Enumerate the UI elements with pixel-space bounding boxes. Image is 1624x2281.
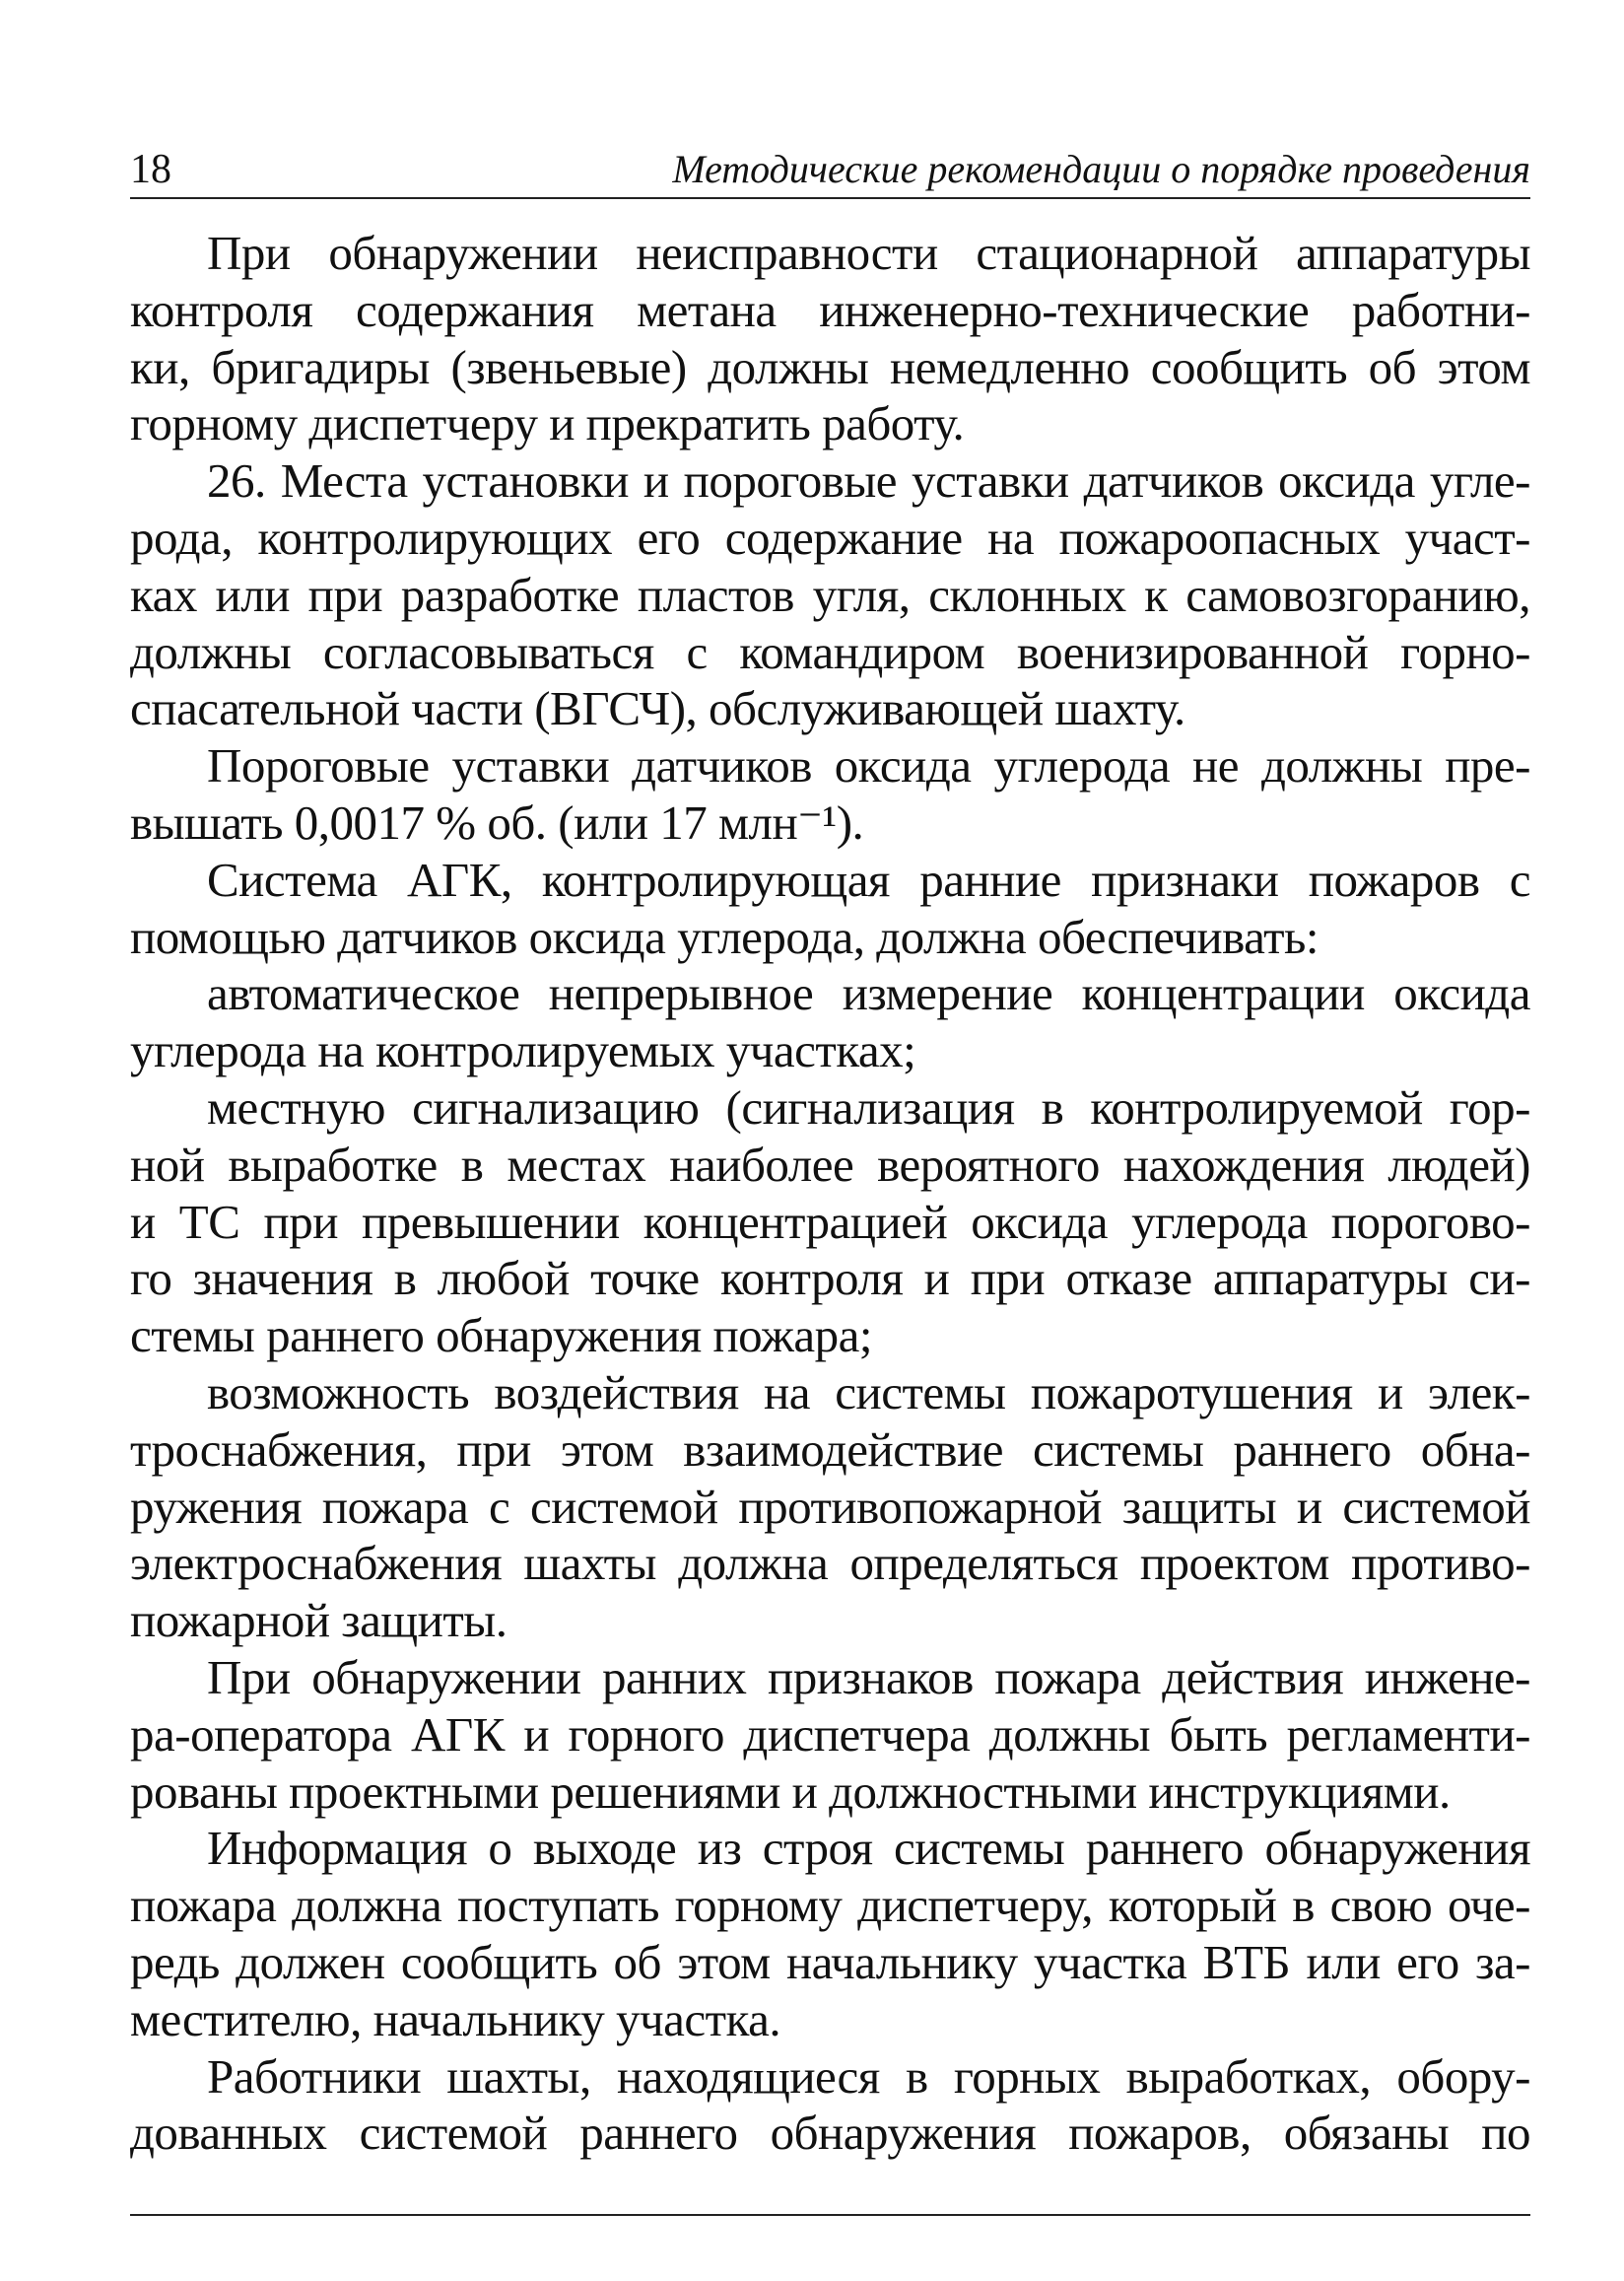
text-line: контроля содержания метана инженерно-технические работни- (130, 282, 1530, 337)
text-line: ной выработке в местах наиболее вероятного нахождения людей) (130, 1137, 1530, 1192)
text-line: горному диспетчеру и прекратить работу. (130, 396, 965, 451)
text-line: Система АГК, контролирующая ранние признаки пожаров с (207, 852, 1530, 907)
text-line: пожара должна поступать горному диспетчеру, который в свою оче- (130, 1878, 1530, 1933)
page-number: 18 (130, 147, 171, 192)
paragraph (130, 1820, 1530, 2047)
body-text (130, 225, 1530, 2162)
text-line: троснабжения, при этом взаимодействие системы раннего обна- (130, 1421, 1530, 1477)
text-line: Информация о выходе из строя системы раннего обнаружения (207, 1821, 1530, 1876)
text-line: местную сигнализацию (сигнализация в контролируемой гор- (207, 1079, 1530, 1135)
text-line: При обнаружении ранних признаков пожара действия инжене- (207, 1649, 1530, 1704)
text-line: редь должен сообщить об этом начальнику участка ВТБ или его за- (130, 1934, 1530, 1989)
text-line: и ТС при превышении концентрацией оксида углерода порогово- (130, 1194, 1530, 1249)
paragraph (130, 225, 1530, 452)
text-line: вышать 0,0017 % об. (или 17 млн⁻¹). (130, 795, 864, 850)
text-line: рованы проектными решениями и должностными инструкциями. (130, 1763, 1451, 1819)
text-line: Пороговые уставки датчиков оксида углерода не должны пре- (207, 738, 1530, 794)
paragraph (130, 965, 1530, 1079)
paragraph (130, 2048, 1530, 2163)
footer-rule (130, 2214, 1530, 2216)
paragraph (130, 737, 1530, 852)
text-line: ках или при разработке пластов угля, склонных к самовозгоранию, (130, 567, 1530, 622)
text-line: пожарной защиты. (130, 1593, 508, 1648)
text-line: ки, бригадиры (звеньевые) должны немедленно сообщить об этом (130, 339, 1530, 394)
text-line: Работники шахты, находящиеся в горных выработках, обору- (207, 2048, 1530, 2104)
text-line: углерода на контролируемых участках; (130, 1023, 916, 1078)
text-line: ружения пожара с системой противопожарной защиты и системой (130, 1479, 1530, 1534)
text-line: рода, контролирующих его содержание на пожароопасных участ- (130, 510, 1530, 565)
text-line: го значения в любой точке контроля и при отказе аппаратуры си- (130, 1251, 1530, 1306)
paragraph (130, 1364, 1530, 1649)
paragraph (130, 452, 1530, 737)
text-line: автоматическое непрерывное измерение концентрации оксида (207, 966, 1530, 1021)
text-line: стемы раннего обнаружения пожара; (130, 1308, 872, 1363)
paragraph (130, 1649, 1530, 1820)
running-title: Методические рекомендации о порядке проведения (672, 147, 1530, 191)
text-line: электроснабжения шахты должна определяться проектом противо- (130, 1536, 1530, 1591)
text-line: местителю, начальнику участка. (130, 1991, 781, 2046)
paragraph (130, 852, 1530, 966)
text-line: При обнаружении неисправности стационарной аппаратуры (207, 226, 1530, 280)
text-line: 26. Места установки и пороговые уставки датчиков оксида угле- (207, 453, 1530, 509)
text-line: спасательной части (ВГСЧ), обслуживающей шахту. (130, 681, 1185, 736)
text-line: возможность воздействия на системы пожаротушения и элек- (207, 1364, 1530, 1419)
text-line: дованных системой раннего обнаружения пожаров, обязаны по (130, 2106, 1530, 2161)
text-line: помощью датчиков оксида углерода, должна обеспечивать: (130, 909, 1319, 964)
text-line: ра-оператора АГК и горного диспетчера должны быть регламенти- (130, 1706, 1530, 1762)
header-rule (130, 197, 1530, 199)
paragraph (130, 1079, 1530, 1364)
text-line: должны согласовываться с командиром военизированной горно- (130, 624, 1530, 679)
